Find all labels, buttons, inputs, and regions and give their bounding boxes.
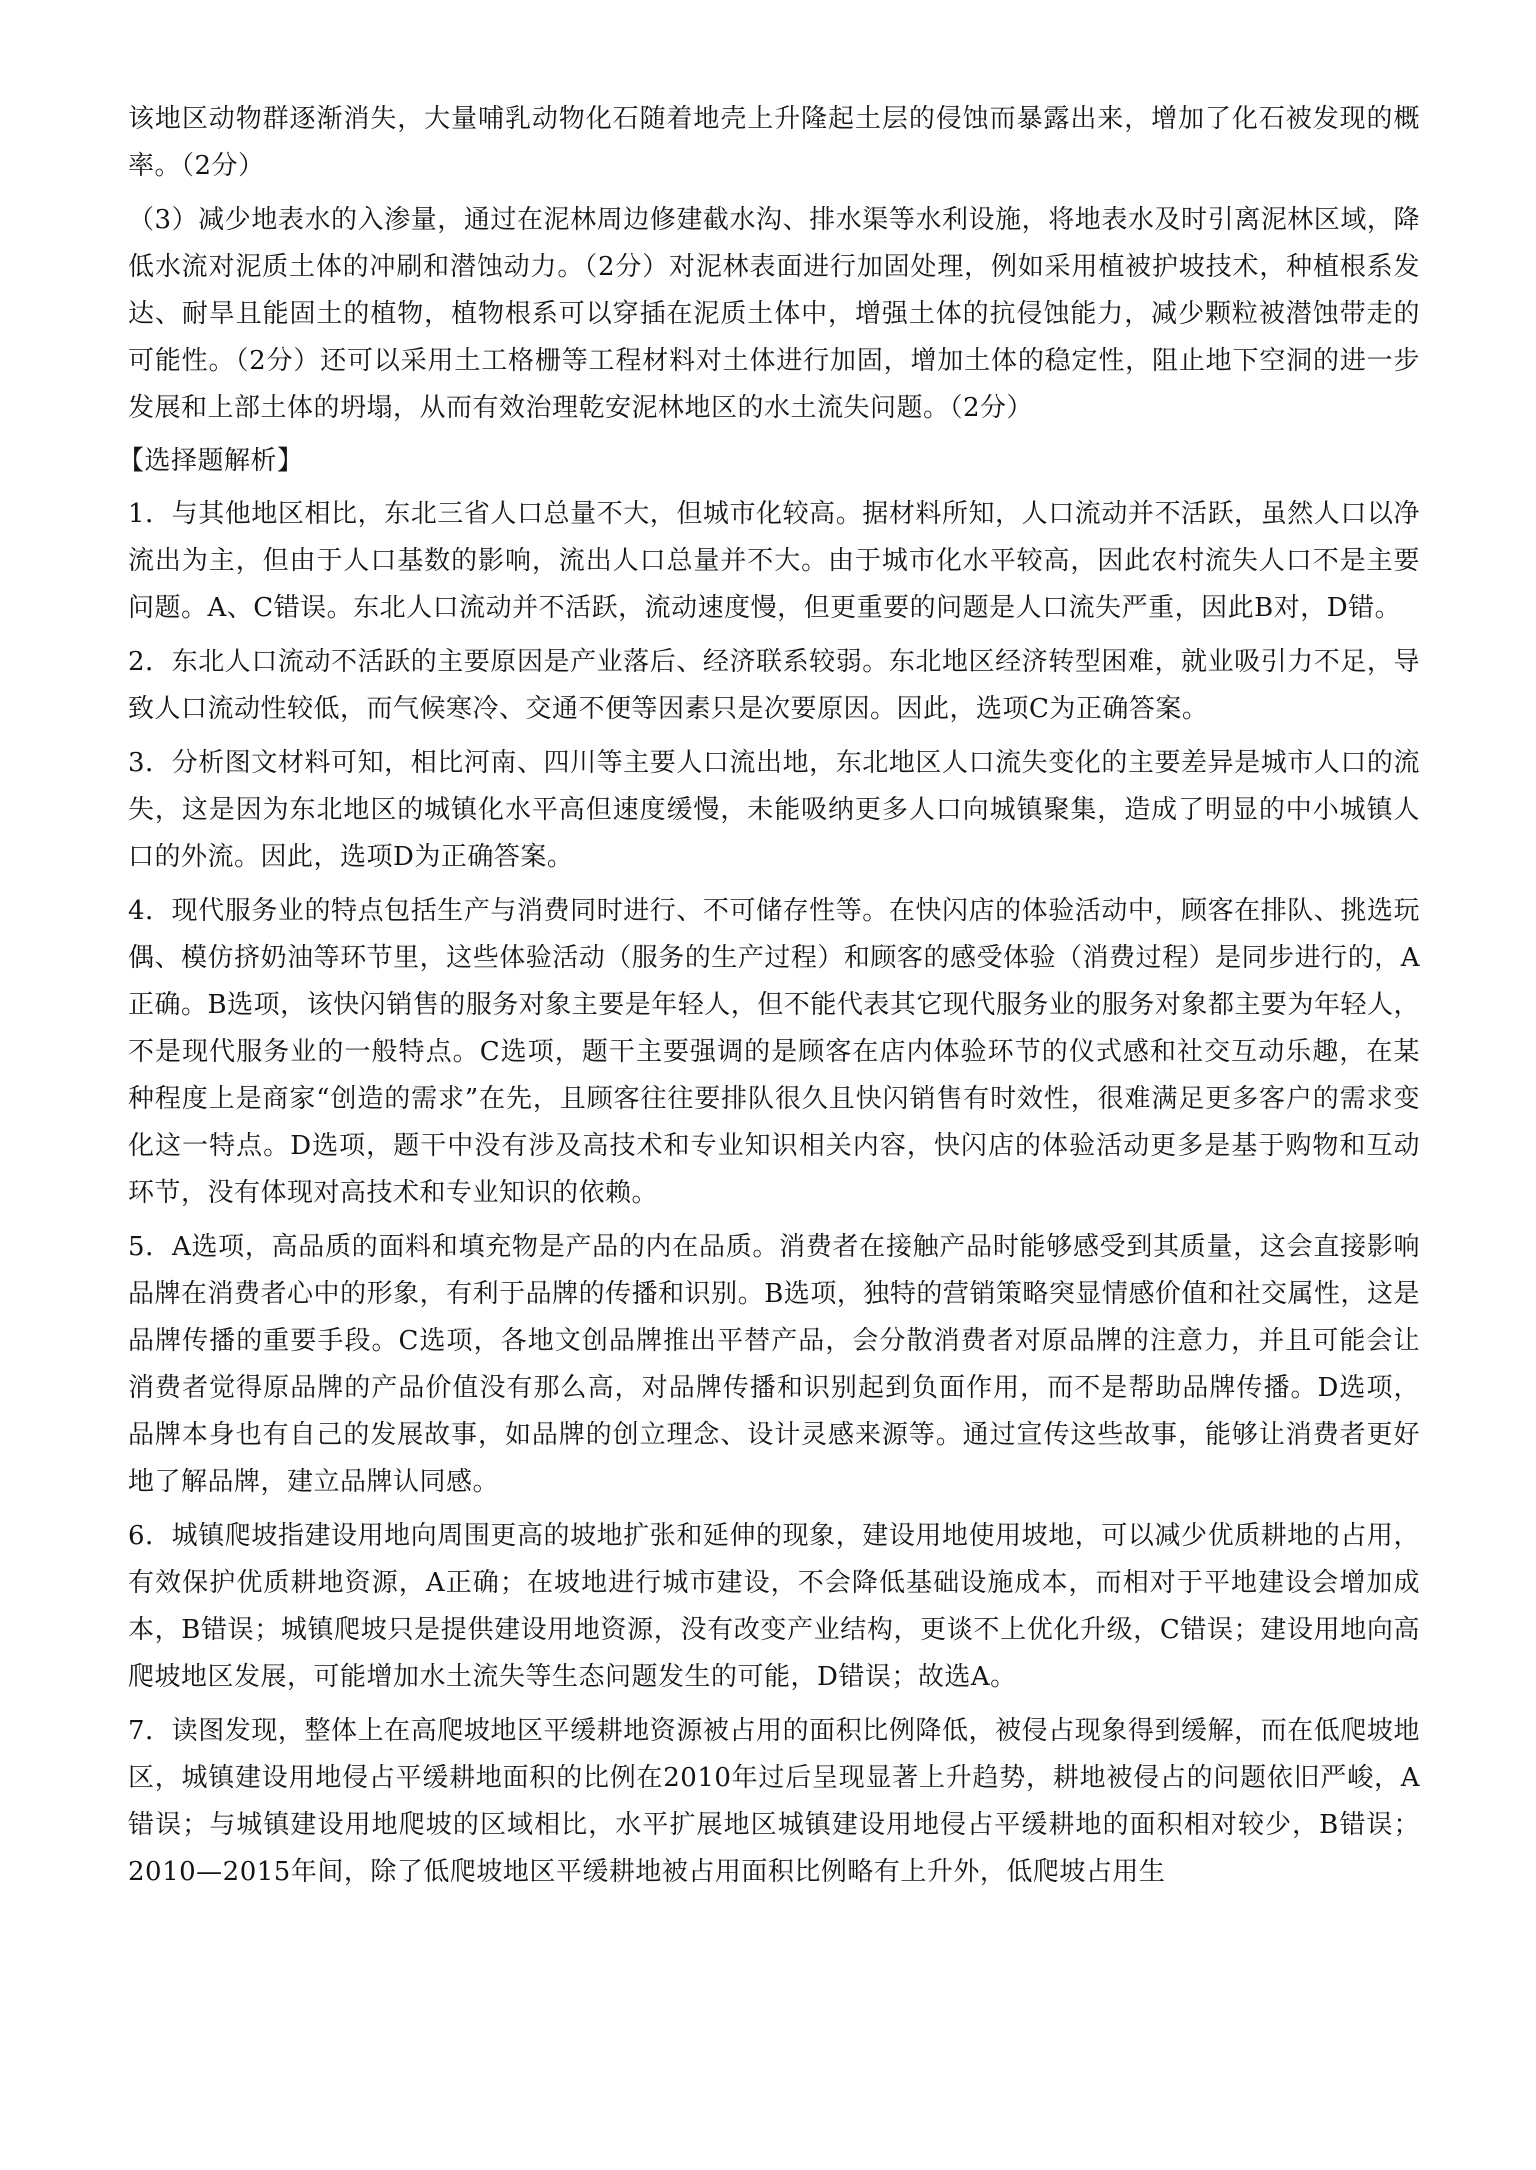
intro-paragraph: 该地区动物群逐渐消失，大量哺乳动物化石随着地壳上升隆起土层的侵蚀而暴露出来，增加了化石被发现的概率。（2分） — [128, 104, 1420, 181]
answer-6: 6．城镇爬坡指建设用地向周围更高的坡地扩张和延伸的现象，建设用地使用坡地，可以减少优质耕地的占用，有效保护优质耕地资源，A正确；在坡地进行城市建设，不会降低基础设施成本，而相对于平地建设会增加成本，B错误；城镇爬坡只是提供建设用地资源，没有改变产业结构，更谈不上优化升级，C错误；建设用地向高爬坡地区发展，可能增加水土流失等生态问题发生的可能，D错误；故选A。 — [128, 1521, 1420, 1692]
answer-1: 1．与其他地区相比，东北三省人口总量不大，但城市化较高。据材料所知，人口流动并不活跃，虽然人口以净流出为主，但由于人口基数的影响，流出人口总量并不大。由于城市化水平较高，因此农村流失人口不是主要问题。A、C错误。东北人口流动并不活跃，流动速度慢，但更重要的问题是人口流失严重，因此B对，D错。 — [128, 499, 1420, 623]
answer-7: 7．读图发现，整体上在高爬坡地区平缓耕地资源被占用的面积比例降低，被侵占现象得到缓解，而在低爬坡地区，城镇建设用地侵占平缓耕地面积的比例在2010年过后呈现显著上升趋势，耕地被侵占的问题依旧严峻，A错误；与城镇建设用地爬坡的区域相比，水平扩展地区城镇建设用地侵占平缓耕地的面积相对较少，B错误；2010—2015年间，除了低爬坡地区平缓耕地被占用面积比例略有上升外，低爬坡占用生 — [128, 1716, 1420, 1887]
answer-point-3: （3）减少地表水的入渗量，通过在泥林周边修建截水沟、排水渠等水利设施，将地表水及时引离泥林区域，降低水流对泥质土体的冲刷和潜蚀动力。（2分）对泥林表面进行加固处理，例如采用植被护坡技术，种植根系发达、耐旱且能固土的植物，植物根系可以穿插在泥质土体中，增强土体的抗侵蚀能力，减少颗粒被潜蚀带走的可能性。（2分）还可以采用土工格栅等工程材料对土体进行加固，增加土体的稳定性，阻止地下空洞的进一步发展和上部土体的坍塌，从而有效治理乾安泥林地区的水土流失问题。（2分） — [128, 205, 1420, 423]
section-heading: 【选择题解析】 — [118, 446, 304, 476]
answer-page — [118, 96, 1420, 1903]
answer-3: 3．分析图文材料可知，相比河南、四川等主要人口流出地，东北地区人口流失变化的主要差异是城市人口的流失，这是因为东北地区的城镇化水平高但速度缓慢，未能吸纳更多人口向城镇聚集，造成了明显的中小城镇人口的外流。因此，选项D为正确答案。 — [128, 748, 1420, 872]
answer-5: 5．A选项，高品质的面料和填充物是产品的内在品质。消费者在接触产品时能够感受到其质量，这会直接影响品牌在消费者心中的形象，有利于品牌的传播和识别。B选项，独特的营销策略突显情感价值和社交属性，这是品牌传播的重要手段。C选项，各地文创品牌推出平替产品，会分散消费者对原品牌的注意力，并且可能会让消费者觉得原品牌的产品价值没有那么高，对品牌传播和识别起到负面作用，而不是帮助品牌传播。D选项，品牌本身也有自己的发展故事，如品牌的创立理念、设计灵感来源等。通过宣传这些故事，能够让消费者更好地了解品牌，建立品牌认同感。 — [128, 1232, 1420, 1497]
answer-4: 4．现代服务业的特点包括生产与消费同时进行、不可储存性等。在快闪店的体验活动中，顾客在排队、挑选玩偶、模仿挤奶油等环节里，这些体验活动（服务的生产过程）和顾客的感受体验（消费过程）是同步进行的，A正确。B选项，该快闪销售的服务对象主要是年轻人，但不能代表其它现代服务业的服务对象都主要为年轻人，不是现代服务业的一般特点。C选项，题干主要强调的是顾客在店内体验环节的仪式感和社交互动乐趣，在某种程度上是商家“创造的需求”在先，且顾客往往要排队很久且快闪销售有时效性，很难满足更多客户的需求变化这一特点。D选项，题干中没有涉及高技术和专业知识相关内容，快闪店的体验活动更多是基于购物和互动环节，没有体现对高技术和专业知识的依赖。 — [128, 896, 1420, 1208]
answer-2: 2．东北人口流动不活跃的主要原因是产业落后、经济联系较弱。东北地区经济转型困难，就业吸引力不足，导致人口流动性较低，而气候寒冷、交通不便等因素只是次要原因。因此，选项C为正确答案。 — [128, 647, 1420, 724]
